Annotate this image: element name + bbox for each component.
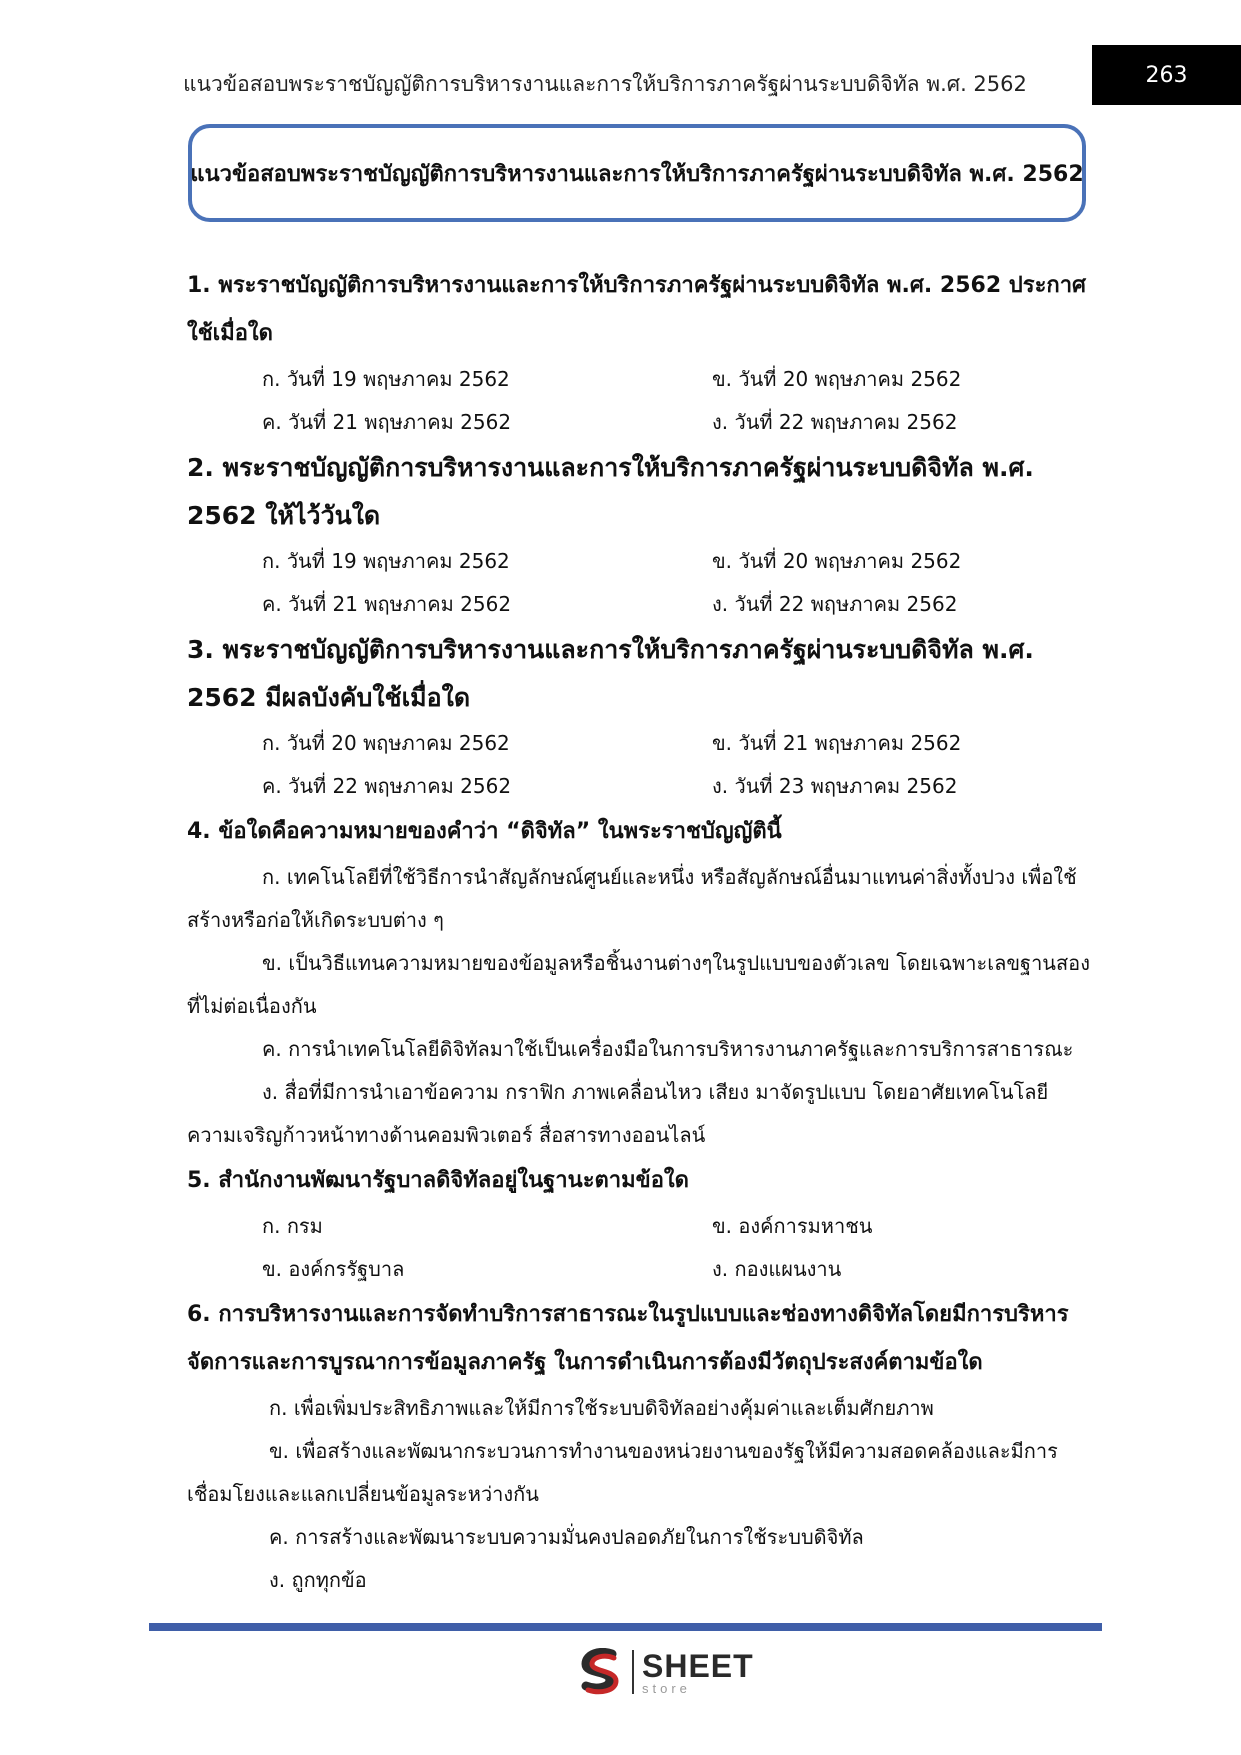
choice-grid bbox=[187, 722, 1092, 808]
choice-d: ง. สื่อที่มีการนำเอาข้อความ กราฟิก ภาพเคลื่อนไหว เสียง มาจัดรูปแบบ โดยอาศัยเทคโนโลยีความเจริญก้าวหน้าทางด้านคอมพิวเตอร์ สื่อสารทางออนไลน์ bbox=[187, 1080, 1049, 1147]
question-4 bbox=[187, 808, 1092, 1157]
question-text: 3. พระราชบัญญัติการบริหารงานและการให้บริการภาครัฐผ่านระบบดิจิทัล พ.ศ. 2562 มีผลบังคับใช้เมื่อใด bbox=[187, 635, 1034, 712]
choice-b: ข. เป็นวิธีแทนความหมายของข้อมูลหรือชิ้นงานต่างๆในรูปแบบของตัวเลข โดยเฉพาะเลขฐานสอง ที่ไม่ต่อเนื่องกัน bbox=[187, 951, 1090, 1018]
page-number: 263 bbox=[1092, 45, 1241, 105]
choice-d: ง. วันที่ 22 พฤษภาคม 2562 bbox=[712, 592, 958, 616]
question-5 bbox=[187, 1157, 1092, 1291]
choice-a: ก. วันที่ 20 พฤษภาคม 2562 bbox=[262, 731, 510, 755]
choice-grid bbox=[187, 358, 1092, 444]
title-box bbox=[188, 124, 1086, 222]
choice-a: ก. เพื่อเพิ่มประสิทธิภาพและให้มีการใช้ระบบดิจิทัลอย่างคุ้มค่าและเต็มศักยภาพ bbox=[269, 1396, 934, 1420]
choice-c: ค. วันที่ 21 พฤษภาคม 2562 bbox=[262, 592, 512, 616]
logo-sub-text: store bbox=[642, 1680, 691, 1696]
question-text: 6. การบริหารงานและการจัดทำบริการสาธารณะในรูปแบบและช่องทางดิจิทัลโดยมีการบริหารจัดการและการบูรณาการข้อมูลภาครัฐ ในการดำเนินการต้องมีวัตถุประสงค์ตามข้อใด bbox=[187, 1302, 1069, 1375]
question-text: 1. พระราชบัญญัติการบริหารงานและการให้บริการภาครัฐผ่านระบบดิจิทัล พ.ศ. 2562 ประกาศใช้เมื่อใด bbox=[187, 273, 1087, 346]
running-header: แนวข้อสอบพระราชบัญญัติการบริหารงานและการให้บริการภาครัฐผ่านระบบดิจิทัล พ.ศ. 2562 bbox=[183, 72, 1027, 96]
choice-b: ข. เพื่อสร้างและพัฒนากระบวนการทำงานของหน่วยงานของรัฐให้มีความสอดคล้องและมีการเชื่อมโยงและแลกเปลี่ยนข้อมูลระหว่างกัน bbox=[187, 1439, 1058, 1506]
choice-a: ก. วันที่ 19 พฤษภาคม 2562 bbox=[262, 367, 510, 391]
choice-d: ง. ถูกทุกข้อ bbox=[269, 1568, 367, 1592]
logo-divider bbox=[632, 1650, 634, 1694]
choice-grid bbox=[187, 540, 1092, 626]
choice-grid bbox=[187, 1205, 1092, 1291]
choice-c: ข. องค์กรรัฐบาล bbox=[262, 1257, 405, 1281]
choice-d: ง. วันที่ 22 พฤษภาคม 2562 bbox=[712, 410, 958, 434]
question-text: 2. พระราชบัญญัติการบริหารงานและการให้บริการภาครัฐผ่านระบบดิจิทัล พ.ศ. 2562 ให้ไว้วันใด bbox=[187, 453, 1034, 530]
choice-b: ข. วันที่ 20 พฤษภาคม 2562 bbox=[712, 367, 962, 391]
question-6 bbox=[187, 1291, 1092, 1602]
choice-c: ค. วันที่ 22 พฤษภาคม 2562 bbox=[262, 774, 512, 798]
sheet-store-logo bbox=[578, 1648, 754, 1696]
choice-b: ข. วันที่ 20 พฤษภาคม 2562 bbox=[712, 549, 962, 573]
question-text: 4. ข้อใดคือความหมายของคำว่า “ดิจิทัล” ในพระราชบัญญัตินี้ bbox=[187, 819, 782, 844]
choice-c: ค. วันที่ 21 พฤษภาคม 2562 bbox=[262, 410, 512, 434]
logo-main-text: SHEET bbox=[642, 1647, 754, 1684]
choice-b: ข. องค์การมหาชน bbox=[712, 1214, 873, 1238]
choice-a: ก. กรม bbox=[262, 1214, 323, 1238]
choice-c: ค. การนำเทคโนโลยีดิจิทัลมาใช้เป็นเครื่องมือในการบริหารงานภาครัฐและการบริการสาธารณะ bbox=[262, 1037, 1074, 1061]
question-2 bbox=[187, 444, 1092, 626]
logo-s-icon bbox=[578, 1648, 624, 1696]
question-list bbox=[187, 262, 1092, 1602]
question-1 bbox=[187, 262, 1092, 444]
question-text: 5. สำนักงานพัฒนารัฐบาลดิจิทัลอยู่ในฐานะตามข้อใด bbox=[187, 1168, 689, 1193]
choice-a: ก. วันที่ 19 พฤษภาคม 2562 bbox=[262, 549, 510, 573]
logo-wordmark bbox=[642, 1647, 754, 1696]
choice-d: ง. วันที่ 23 พฤษภาคม 2562 bbox=[712, 774, 958, 798]
choice-a: ก. เทคโนโลยีที่ใช้วิธีการนำสัญลักษณ์ศูนย์และหนึ่ง หรือสัญลักษณ์อื่นมาแทนค่าสิ่งทั้งปวง เพื่อใช้สร้างหรือก่อให้เกิดระบบต่าง ๆ bbox=[187, 865, 1077, 932]
question-3 bbox=[187, 626, 1092, 808]
document-title: แนวข้อสอบพระราชบัญญัติการบริหารงานและการให้บริการภาครัฐผ่านระบบดิจิทัล พ.ศ. 2562 bbox=[190, 161, 1084, 187]
choice-d: ง. กองแผนงาน bbox=[712, 1257, 842, 1281]
footer-rule bbox=[149, 1623, 1102, 1631]
choice-b: ข. วันที่ 21 พฤษภาคม 2562 bbox=[712, 731, 962, 755]
choice-c: ค. การสร้างและพัฒนาระบบความมั่นคงปลอดภัยในการใช้ระบบดิจิทัล bbox=[269, 1525, 864, 1549]
